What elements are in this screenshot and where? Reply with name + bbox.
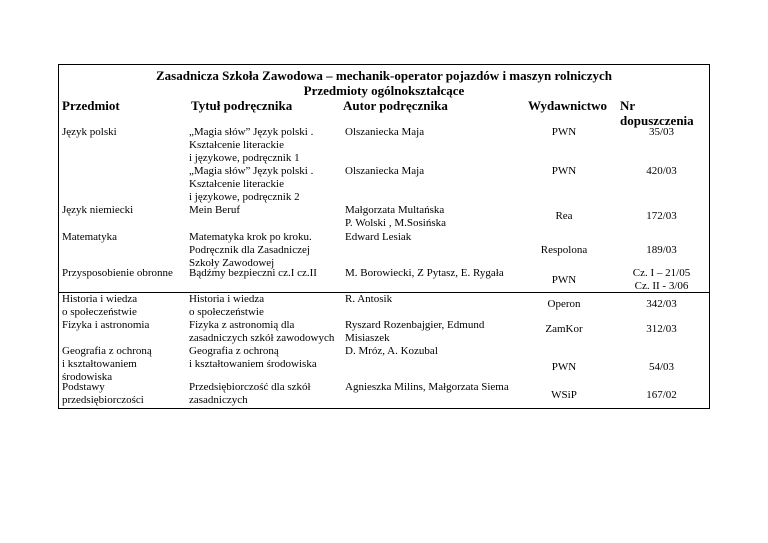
subject-cell: Historia i wiedza bbox=[62, 293, 138, 305]
title-cell: Fizyka z astronomią dla bbox=[189, 319, 295, 331]
publisher-cell: Rea bbox=[555, 210, 573, 222]
subject-cell: o społeczeństwie bbox=[62, 306, 137, 318]
col-header-approval-2: dopuszczenia bbox=[620, 113, 694, 128]
author-cell: Misiaszek bbox=[345, 332, 390, 344]
col-header-approval: Nr bbox=[620, 98, 636, 113]
number-cell: 342/03 bbox=[646, 298, 677, 310]
subject-cell: Geografia z ochroną bbox=[62, 345, 152, 357]
title-cell: Mein Beruf bbox=[189, 204, 241, 216]
title-cell: zasadniczych szkół zawodowych bbox=[189, 332, 335, 344]
col-header-title: Tytuł podręcznika bbox=[191, 98, 293, 113]
title-cell: Matematyka krok po kroku. bbox=[189, 231, 312, 243]
publisher-cell: PWN bbox=[551, 165, 577, 177]
subject-cell: Matematyka bbox=[62, 231, 117, 243]
col-header-author: Autor podręcznika bbox=[343, 98, 448, 113]
author-cell: D. Mróz, A. Kozubal bbox=[345, 345, 438, 357]
title-cell: i językowe, podręcznik 1 bbox=[189, 152, 300, 164]
subject-cell: i kształtowaniem bbox=[62, 358, 137, 370]
title-cell: Szkoły Zawodowej bbox=[189, 257, 275, 269]
subject-cell: Język niemiecki bbox=[62, 204, 134, 216]
author-cell: P. Wolski , M.Sosińska bbox=[345, 217, 446, 229]
title-cell: Geografia z ochroną bbox=[189, 345, 279, 357]
col-header-subject: Przedmiot bbox=[62, 98, 120, 113]
author-cell: M. Borowiecki, Z Pytasz, E. Rygała bbox=[345, 267, 504, 279]
textbook-table bbox=[58, 64, 710, 409]
table-title: Zasadnicza Szkoła Zawodowa – mechanik-operator pojazdów i maszyn rolniczych bbox=[156, 68, 612, 83]
publisher-cell: ZamKor bbox=[545, 323, 583, 335]
number-cell: 189/03 bbox=[646, 244, 677, 256]
title-cell: Podręcznik dla Zasadniczej bbox=[189, 244, 310, 256]
author-cell: Olszaniecka Maja bbox=[345, 126, 425, 138]
publisher-cell: PWN bbox=[551, 361, 577, 373]
title-cell: Bądźmy bezpieczni cz.I cz.II bbox=[189, 267, 317, 279]
publisher-cell: WSiP bbox=[551, 389, 577, 401]
table-subtitle: Przedmioty ogólnokształcące bbox=[303, 83, 465, 98]
title-cell: zasadniczych bbox=[189, 394, 248, 406]
author-cell: Agnieszka Milins, Małgorzata Siema bbox=[345, 381, 509, 393]
publisher-cell: Operon bbox=[547, 298, 581, 310]
title-cell: i kształtowaniem środowiska bbox=[189, 358, 317, 370]
title-cell: Historia i wiedza bbox=[189, 293, 265, 305]
publisher-cell: PWN bbox=[551, 274, 577, 286]
title-cell: Kształcenie literackie bbox=[189, 178, 284, 190]
title-cell: „Magia słów” Język polski . bbox=[189, 126, 314, 138]
number-cell: 35/03 bbox=[648, 126, 675, 138]
title-cell: o społeczeństwie bbox=[189, 306, 264, 318]
publisher-cell: Respolona bbox=[540, 244, 588, 256]
title-cell: Przedsiębiorczość dla szkół bbox=[189, 381, 311, 393]
subject-cell: przedsiębiorczości bbox=[62, 394, 144, 406]
number-cell: 420/03 bbox=[646, 165, 677, 177]
publisher-cell: PWN bbox=[551, 126, 577, 138]
author-cell: Ryszard Rozenbajgier, Edmund bbox=[345, 319, 485, 331]
title-cell: Kształcenie literackie bbox=[189, 139, 284, 151]
author-cell: Edward Lesiak bbox=[345, 231, 412, 243]
author-cell: R. Antosik bbox=[345, 293, 393, 305]
subject-cell: Fizyka i astronomia bbox=[62, 319, 150, 331]
number-cell: Cz. II - 3/06 bbox=[634, 280, 689, 292]
author-cell: Olszaniecka Maja bbox=[345, 165, 425, 177]
subject-cell: środowiska bbox=[62, 371, 113, 383]
number-cell: Cz. I – 21/05 bbox=[632, 267, 691, 279]
title-cell: i językowe, podręcznik 2 bbox=[189, 191, 300, 203]
number-cell: 54/03 bbox=[648, 361, 675, 373]
title-cell: „Magia słów” Język polski . bbox=[189, 165, 314, 177]
subject-cell: Podstawy bbox=[62, 381, 105, 393]
number-cell: 172/03 bbox=[646, 210, 677, 222]
number-cell: 312/03 bbox=[646, 323, 677, 335]
subject-cell: Przysposobienie obronne bbox=[62, 267, 173, 279]
col-header-publisher: Wydawnictwo bbox=[528, 98, 607, 113]
number-cell: 167/02 bbox=[646, 389, 677, 401]
author-cell: Małgorzata Multańska bbox=[345, 204, 445, 216]
subject-cell: Język polski bbox=[62, 126, 117, 138]
